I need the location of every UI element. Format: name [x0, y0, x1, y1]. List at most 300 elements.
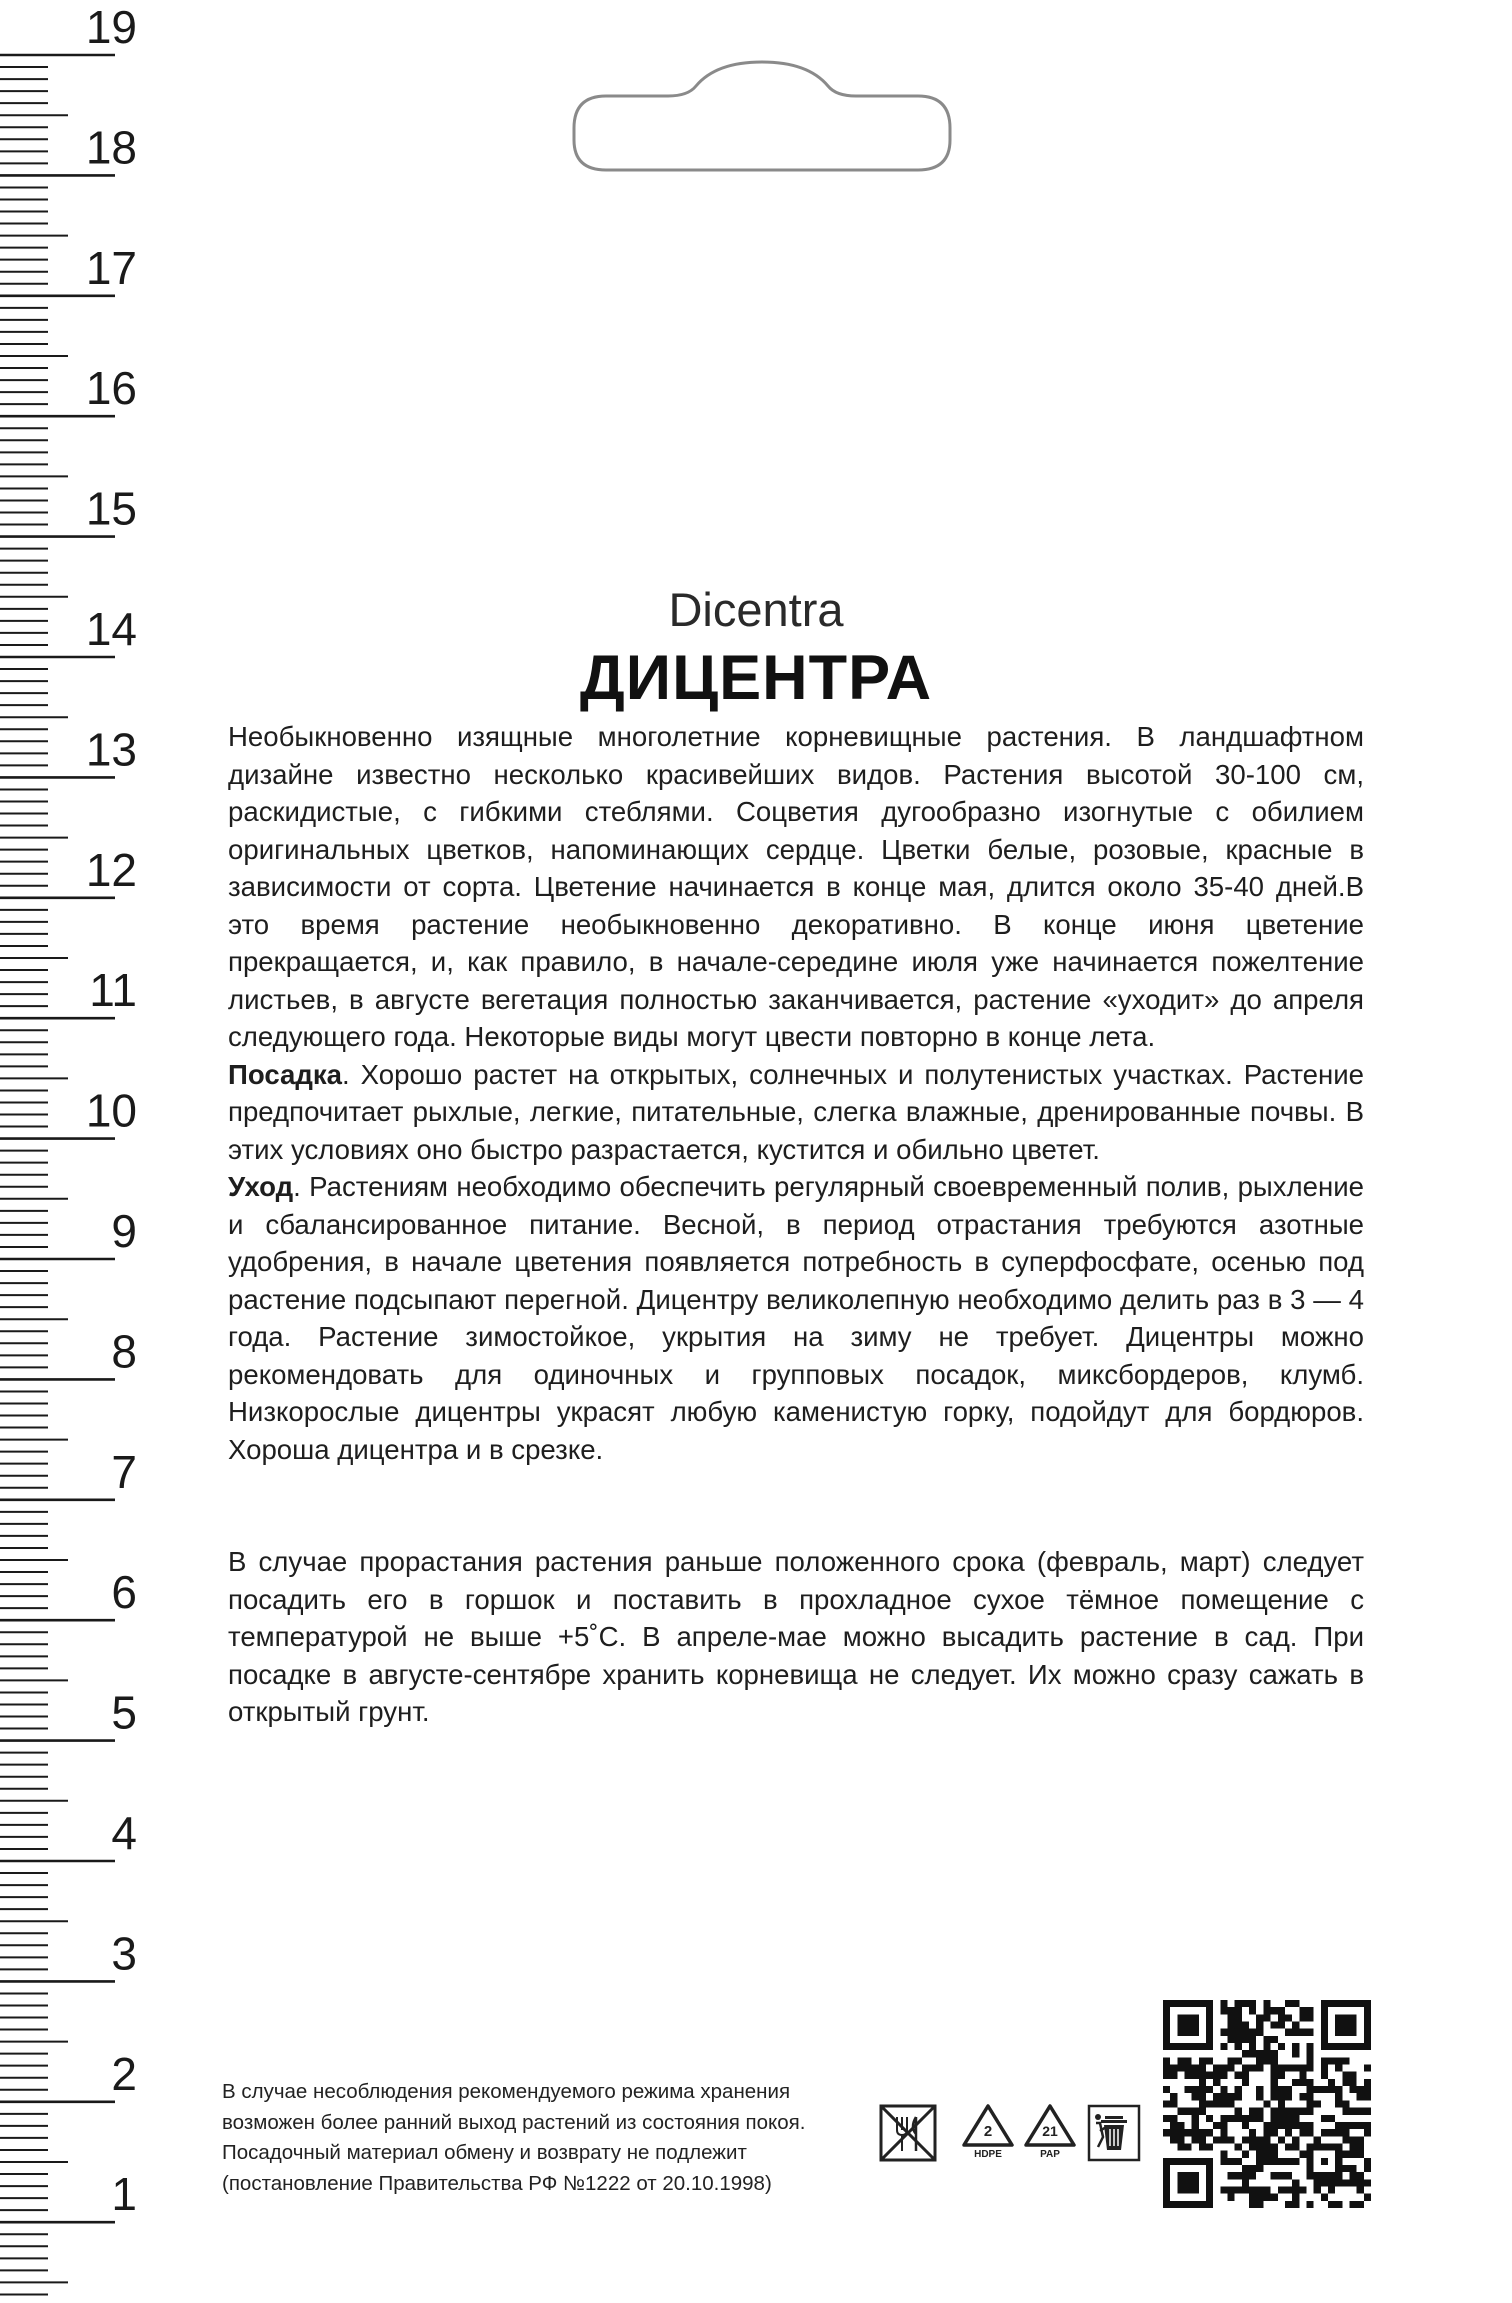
- qr-module: [1271, 2143, 1278, 2150]
- ruler-number: 16: [85, 362, 137, 415]
- qr-module: [1177, 2186, 1184, 2193]
- qr-module: [1206, 2158, 1213, 2165]
- qr-module: [1256, 2108, 1263, 2115]
- planting-text: . Хорошо растет на открытых, солнечных и полутенистых участках. Растение предпочитает рыхлые, легкие, питательные, слегка влажные, дренированные почвы. В этих условиях оно быстро разрастается, кустится и обильно цветет.: [228, 1058, 1364, 1165]
- qr-module: [1306, 2122, 1313, 2129]
- trash-bin-icon: [1086, 2103, 1142, 2163]
- qr-module: [1213, 2072, 1220, 2079]
- qr-module: [1235, 2086, 1242, 2093]
- qr-module: [1256, 2014, 1263, 2021]
- qr-module: [1199, 2143, 1206, 2150]
- qr-module: [1321, 2043, 1328, 2050]
- qr-module: [1235, 2093, 1242, 2100]
- qr-module: [1199, 2072, 1206, 2079]
- ruler-number: 8: [111, 1325, 137, 1378]
- qr-module: [1170, 2136, 1177, 2143]
- ruler-number: 5: [111, 1686, 137, 1739]
- qr-module: [1242, 2136, 1249, 2143]
- care-text: . Растениям необходимо обеспечить регулярный своевременный полив, рыхление и сбалансированное питание. Весной, в период отрастания требуются азотные удобрения, в начале цветения появляется потребность в суперфосфате, осенью под растение подсыпают перегной. Дицентру великолепную необходимо делить раз в 3 — 4 года. Растение зимостойкое, укрытия на зиму не требует. Дицентры можно рекомендовать для одиночных и групповых посадок, миксбордеров, клумб. Низкорослые дицентры украсят любую каменистую горку, подойдут для бордюров. Хороша дицентра и в срезке.: [228, 1171, 1364, 1465]
- qr-module: [1335, 2093, 1342, 2100]
- ruler-number: 3: [111, 1927, 137, 1980]
- qr-module: [1192, 2129, 1199, 2136]
- ruler-number: 11: [89, 964, 137, 1017]
- qr-module: [1228, 2186, 1235, 2193]
- qr-module: [1185, 2172, 1192, 2179]
- qr-module: [1342, 2043, 1349, 2050]
- qr-module: [1170, 2043, 1177, 2050]
- qr-module: [1206, 2043, 1213, 2050]
- qr-module: [1314, 2136, 1321, 2143]
- qr-module: [1170, 2065, 1177, 2072]
- qr-module: [1199, 2057, 1206, 2064]
- qr-module: [1163, 2179, 1170, 2186]
- qr-module: [1292, 2000, 1299, 2007]
- qr-module: [1306, 2151, 1313, 2158]
- qr-module: [1228, 2093, 1235, 2100]
- qr-module: [1364, 2014, 1371, 2021]
- qr-module: [1285, 2086, 1292, 2093]
- qr-module: [1321, 2158, 1328, 2165]
- qr-module: [1192, 2093, 1199, 2100]
- qr-module: [1328, 2000, 1335, 2007]
- qr-module: [1235, 2172, 1242, 2179]
- qr-module: [1228, 2115, 1235, 2122]
- ruler-number: 14: [85, 603, 137, 655]
- qr-module: [1163, 2158, 1170, 2165]
- qr-module: [1321, 2086, 1328, 2093]
- qr-module: [1163, 2029, 1170, 2036]
- qr-module: [1342, 2108, 1349, 2115]
- qr-module: [1357, 2201, 1364, 2208]
- qr-module: [1199, 2043, 1206, 2050]
- hdpe-label: HDPE: [974, 2149, 1002, 2160]
- qr-module: [1299, 2029, 1306, 2036]
- qr-module: [1321, 2143, 1328, 2150]
- qr-module: [1192, 2014, 1199, 2021]
- qr-module: [1185, 2108, 1192, 2115]
- qr-module: [1299, 2079, 1306, 2086]
- qr-module: [1271, 2057, 1278, 2064]
- qr-module: [1321, 2129, 1328, 2136]
- qr-module: [1314, 2086, 1321, 2093]
- qr-module: [1228, 2007, 1235, 2014]
- qr-module: [1292, 2029, 1299, 2036]
- qr-module: [1263, 2057, 1270, 2064]
- qr-module: [1263, 2100, 1270, 2107]
- pap-recycle-icon: [1022, 2103, 1078, 2160]
- qr-module: [1321, 2065, 1328, 2072]
- qr-module: [1249, 2136, 1256, 2143]
- qr-module: [1285, 2115, 1292, 2122]
- qr-module: [1328, 2172, 1335, 2179]
- qr-module: [1213, 2136, 1220, 2143]
- qr-module: [1263, 2000, 1270, 2007]
- qr-module: [1206, 2115, 1213, 2122]
- qr-module: [1192, 2072, 1199, 2079]
- early-sprout-paragraph: В случае прорастания растения раньше положенного срока (февраль, март) следует посадить его в горшок и поставить в прохладное сухое тёмное помещение с температурой не выше +5˚С. В апреле-мае можно высадить растение в сад. При посадке в августе-сентябре хранить корневища не следует. Их можно сразу сажать в открытый грунт.: [228, 1546, 1364, 1727]
- qr-module: [1321, 2029, 1328, 2036]
- qr-module: [1242, 2179, 1249, 2186]
- qr-module: [1199, 2100, 1206, 2107]
- qr-module: [1206, 2172, 1213, 2179]
- qr-module: [1213, 2100, 1220, 2107]
- qr-module: [1349, 2179, 1356, 2186]
- qr-module: [1328, 2086, 1335, 2093]
- qr-module: [1235, 2029, 1242, 2036]
- qr-module: [1213, 2093, 1220, 2100]
- qr-module: [1220, 2086, 1227, 2093]
- ruler-number: 10: [85, 1084, 137, 1137]
- qr-module: [1185, 2072, 1192, 2079]
- ruler-number: 17: [85, 241, 137, 294]
- qr-module: [1163, 2036, 1170, 2043]
- qr-module: [1177, 2136, 1184, 2143]
- qr-module: [1299, 2186, 1306, 2193]
- qr-module: [1192, 2022, 1199, 2029]
- qr-module: [1278, 2065, 1285, 2072]
- qr-module: [1249, 2186, 1256, 2193]
- qr-module: [1335, 2179, 1342, 2186]
- qr-module: [1249, 2050, 1256, 2057]
- qr-module: [1314, 2172, 1321, 2179]
- qr-module: [1163, 2201, 1170, 2208]
- qr-module: [1163, 2115, 1170, 2122]
- qr-module: [1228, 2014, 1235, 2021]
- qr-module: [1242, 2165, 1249, 2172]
- qr-module: [1349, 2029, 1356, 2036]
- qr-module: [1342, 2057, 1349, 2064]
- qr-module: [1364, 2007, 1371, 2014]
- qr-module: [1192, 2043, 1199, 2050]
- qr-module: [1185, 2014, 1192, 2021]
- qr-module: [1163, 2022, 1170, 2029]
- qr-module: [1185, 2179, 1192, 2186]
- qr-module: [1364, 2065, 1371, 2072]
- ruler-number: 9: [111, 1205, 137, 1257]
- qr-module: [1306, 2165, 1313, 2172]
- qr-module: [1192, 2136, 1199, 2143]
- qr-module: [1163, 2086, 1170, 2093]
- qr-module: [1292, 2065, 1299, 2072]
- qr-module: [1192, 2172, 1199, 2179]
- qr-module: [1342, 2029, 1349, 2036]
- qr-module: [1213, 2079, 1220, 2086]
- qr-module: [1357, 2186, 1364, 2193]
- qr-module: [1349, 2201, 1356, 2208]
- qr-module: [1271, 2036, 1278, 2043]
- qr-module: [1364, 2093, 1371, 2100]
- qr-module: [1192, 2065, 1199, 2072]
- qr-module: [1328, 2201, 1335, 2208]
- qr-module: [1199, 2136, 1206, 2143]
- qr-module: [1263, 2050, 1270, 2057]
- qr-module: [1206, 2029, 1213, 2036]
- qr-module: [1242, 2072, 1249, 2079]
- qr-module: [1285, 2000, 1292, 2007]
- storage-note: [222, 2077, 902, 2199]
- qr-module: [1342, 2165, 1349, 2172]
- qr-module: [1249, 2029, 1256, 2036]
- qr-module: [1256, 2186, 1263, 2193]
- qr-module: [1235, 2115, 1242, 2122]
- qr-module: [1278, 2186, 1285, 2193]
- qr-module: [1263, 2007, 1270, 2014]
- qr-module: [1256, 2194, 1263, 2201]
- qr-module: [1271, 2072, 1278, 2079]
- qr-module: [1271, 2194, 1278, 2201]
- qr-module: [1206, 2072, 1213, 2079]
- care-paragraph: [228, 1168, 1364, 1468]
- qr-module: [1185, 2158, 1192, 2165]
- qr-module: [1299, 2129, 1306, 2136]
- qr-module: [1199, 2108, 1206, 2115]
- qr-module: [1185, 2000, 1192, 2007]
- qr-module: [1235, 2000, 1242, 2007]
- qr-module: [1177, 2057, 1184, 2064]
- qr-module: [1249, 2143, 1256, 2150]
- qr-module: [1278, 2022, 1285, 2029]
- qr-module: [1235, 2186, 1242, 2193]
- qr-module: [1192, 2000, 1199, 2007]
- qr-module: [1185, 2086, 1192, 2093]
- qr-module: [1335, 2129, 1342, 2136]
- qr-module: [1349, 2143, 1356, 2150]
- qr-module: [1349, 2122, 1356, 2129]
- ruler-number: 1: [111, 2168, 137, 2221]
- qr-module: [1263, 2036, 1270, 2043]
- qr-module: [1306, 2158, 1313, 2165]
- qr-module: [1278, 2122, 1285, 2129]
- qr-module: [1349, 2086, 1356, 2093]
- qr-module: [1321, 2179, 1328, 2186]
- qr-module: [1321, 2194, 1328, 2201]
- ruler-number: 19: [85, 1, 137, 53]
- qr-module: [1177, 2143, 1184, 2150]
- qr-module: [1349, 2022, 1356, 2029]
- qr-module: [1220, 2151, 1227, 2158]
- qr-module: [1177, 2000, 1184, 2007]
- qr-module: [1235, 2014, 1242, 2021]
- qr-module: [1335, 2165, 1342, 2172]
- storage-note-line: (постановление Правительства РФ №1222 от 20.10.1998): [222, 2171, 772, 2195]
- qr-module: [1271, 2115, 1278, 2122]
- not-food-contact-icon: [878, 2103, 938, 2163]
- qr-module: [1256, 2136, 1263, 2143]
- qr-module: [1242, 2186, 1249, 2193]
- qr-module: [1357, 2108, 1364, 2115]
- qr-module: [1278, 2136, 1285, 2143]
- qr-module: [1256, 2201, 1263, 2208]
- qr-module: [1278, 2007, 1285, 2014]
- qr-module: [1285, 2201, 1292, 2208]
- qr-module: [1349, 2014, 1356, 2021]
- qr-module: [1177, 2108, 1184, 2115]
- qr-module: [1206, 2194, 1213, 2201]
- qr-module: [1364, 2108, 1371, 2115]
- qr-module: [1342, 2179, 1349, 2186]
- qr-module: [1228, 2158, 1235, 2165]
- qr-module: [1342, 2129, 1349, 2136]
- qr-module: [1342, 2022, 1349, 2029]
- qr-module: [1321, 2014, 1328, 2021]
- qr-module: [1314, 2179, 1321, 2186]
- qr-module: [1220, 2072, 1227, 2079]
- qr-module: [1206, 2143, 1213, 2150]
- qr-module: [1242, 2029, 1249, 2036]
- qr-module: [1185, 2201, 1192, 2208]
- qr-module: [1177, 2065, 1184, 2072]
- qr-module: [1299, 2072, 1306, 2079]
- qr-module: [1177, 2014, 1184, 2021]
- planting-heading: Посадка: [228, 1058, 343, 1090]
- qr-module: [1185, 2186, 1192, 2193]
- qr-module: [1285, 2186, 1292, 2193]
- qr-module: [1357, 2143, 1364, 2150]
- qr-module: [1328, 2043, 1335, 2050]
- qr-module: [1263, 2122, 1270, 2129]
- qr-module: [1170, 2122, 1177, 2129]
- qr-module: [1271, 2022, 1278, 2029]
- hdpe-recycle-icon: [960, 2103, 1016, 2160]
- qr-module: [1249, 2165, 1256, 2172]
- description-block: [228, 718, 1364, 1468]
- qr-module: [1177, 2043, 1184, 2050]
- qr-module: [1263, 2186, 1270, 2193]
- qr-module: [1228, 2172, 1235, 2179]
- qr-module: [1292, 2122, 1299, 2129]
- qr-module: [1235, 2022, 1242, 2029]
- qr-module: [1299, 2014, 1306, 2021]
- qr-module: [1192, 2115, 1199, 2122]
- qr-module: [1228, 2029, 1235, 2036]
- qr-module: [1256, 2065, 1263, 2072]
- qr-module: [1242, 2115, 1249, 2122]
- qr-module: [1228, 2065, 1235, 2072]
- hdpe-number: 2: [983, 2123, 993, 2140]
- qr-module: [1249, 2194, 1256, 2201]
- qr-module: [1292, 2158, 1299, 2165]
- qr-module: [1335, 2122, 1342, 2129]
- qr-module: [1349, 2072, 1356, 2079]
- qr-module: [1328, 2057, 1335, 2064]
- qr-module: [1285, 2108, 1292, 2115]
- qr-module: [1271, 2108, 1278, 2115]
- qr-module: [1335, 2014, 1342, 2021]
- qr-module: [1235, 2057, 1242, 2064]
- qr-module: [1271, 2172, 1278, 2179]
- qr-module: [1364, 2043, 1371, 2050]
- qr-module: [1271, 2007, 1278, 2014]
- qr-module: [1364, 2029, 1371, 2036]
- qr-module: [1271, 2122, 1278, 2129]
- qr-module: [1263, 2129, 1270, 2136]
- qr-module: [1206, 2129, 1213, 2136]
- qr-module: [1235, 2143, 1242, 2150]
- qr-module: [1263, 2136, 1270, 2143]
- qr-module: [1357, 2172, 1364, 2179]
- qr-module: [1192, 2122, 1199, 2129]
- qr-module: [1306, 2100, 1313, 2107]
- qr-module: [1263, 2151, 1270, 2158]
- qr-module: [1342, 2136, 1349, 2143]
- pap-number: 21: [1042, 2123, 1058, 2139]
- qr-module: [1314, 2100, 1321, 2107]
- qr-module: [1206, 2007, 1213, 2014]
- qr-module: [1328, 2129, 1335, 2136]
- intro-paragraph: Необыкновенно изящные многолетние корневищные растения. В ландшафтном дизайне известно несколько красивейших видов. Растения высотой 30-100 см, раскидистые, с гибкими стеблями. Соцветия дугообразно изогнутые с обилием оригинальных цветков, напоминающих сердце. Цветки белые, розовые, красные в зависимости от сорта. Цветение начинается в конце мая, длится около 35-40 дней.В это время растение необыкновенно декоративно. В конце июня цветение прекращается, и, как правило, в начале-середине июля уже начинается пожелтение листьев, в августе вегетация полностью заканчивается, растение «уходит» до апреля следующего года. Некоторые виды могут цвести повторно в конце лета.: [228, 721, 1364, 1052]
- qr-module: [1163, 2057, 1170, 2064]
- qr-module: [1306, 2065, 1313, 2072]
- qr-module: [1206, 2022, 1213, 2029]
- pap-label: PAP: [1040, 2149, 1060, 2160]
- qr-module: [1256, 2057, 1263, 2064]
- qr-module: [1170, 2201, 1177, 2208]
- qr-module: [1335, 2000, 1342, 2007]
- qr-module: [1292, 2143, 1299, 2150]
- qr-module: [1357, 2043, 1364, 2050]
- qr-module: [1256, 2165, 1263, 2172]
- qr-module: [1213, 2065, 1220, 2072]
- qr-module: [1220, 2129, 1227, 2136]
- qr-module: [1199, 2079, 1206, 2086]
- qr-module: [1235, 2158, 1242, 2165]
- qr-module: [1271, 2079, 1278, 2086]
- qr-module: [1306, 2201, 1313, 2208]
- qr-module: [1364, 2022, 1371, 2029]
- ruler-number: 6: [111, 1566, 137, 1619]
- qr-module: [1263, 2143, 1270, 2150]
- qr-module: [1306, 2007, 1313, 2014]
- ruler-number: 12: [85, 843, 137, 896]
- qr-module: [1342, 2079, 1349, 2086]
- qr-module: [1314, 2186, 1321, 2193]
- qr-module: [1235, 2072, 1242, 2079]
- qr-module: [1278, 2108, 1285, 2115]
- ruler-number: 18: [85, 121, 137, 174]
- qr-module: [1177, 2022, 1184, 2029]
- qr-module: [1228, 2136, 1235, 2143]
- qr-module: [1213, 2122, 1220, 2129]
- qr-module: [1364, 2179, 1371, 2186]
- qr-module: [1342, 2122, 1349, 2129]
- qr-module: [1242, 2079, 1249, 2086]
- qr-module: [1285, 2093, 1292, 2100]
- qr-module: [1271, 2086, 1278, 2093]
- qr-module: [1192, 2179, 1199, 2186]
- qr-module: [1328, 2186, 1335, 2193]
- qr-module: [1163, 2014, 1170, 2021]
- qr-module: [1249, 2108, 1256, 2115]
- qr-module: [1242, 2036, 1249, 2043]
- qr-module: [1177, 2122, 1184, 2129]
- qr-module: [1185, 2057, 1192, 2064]
- qr-module: [1192, 2201, 1199, 2208]
- qr-module: [1192, 2186, 1199, 2193]
- qr-module: [1349, 2079, 1356, 2086]
- qr-module: [1292, 2043, 1299, 2050]
- qr-module: [1278, 2172, 1285, 2179]
- qr-module: [1206, 2201, 1213, 2208]
- qr-module: [1364, 2165, 1371, 2172]
- qr-module: [1163, 2100, 1170, 2107]
- qr-module: [1163, 2129, 1170, 2136]
- qr-module: [1199, 2000, 1206, 2007]
- qr-module: [1357, 2151, 1364, 2158]
- qr-module: [1220, 2186, 1227, 2193]
- qr-module: [1199, 2086, 1206, 2093]
- qr-module: [1349, 2043, 1356, 2050]
- qr-module: [1249, 2115, 1256, 2122]
